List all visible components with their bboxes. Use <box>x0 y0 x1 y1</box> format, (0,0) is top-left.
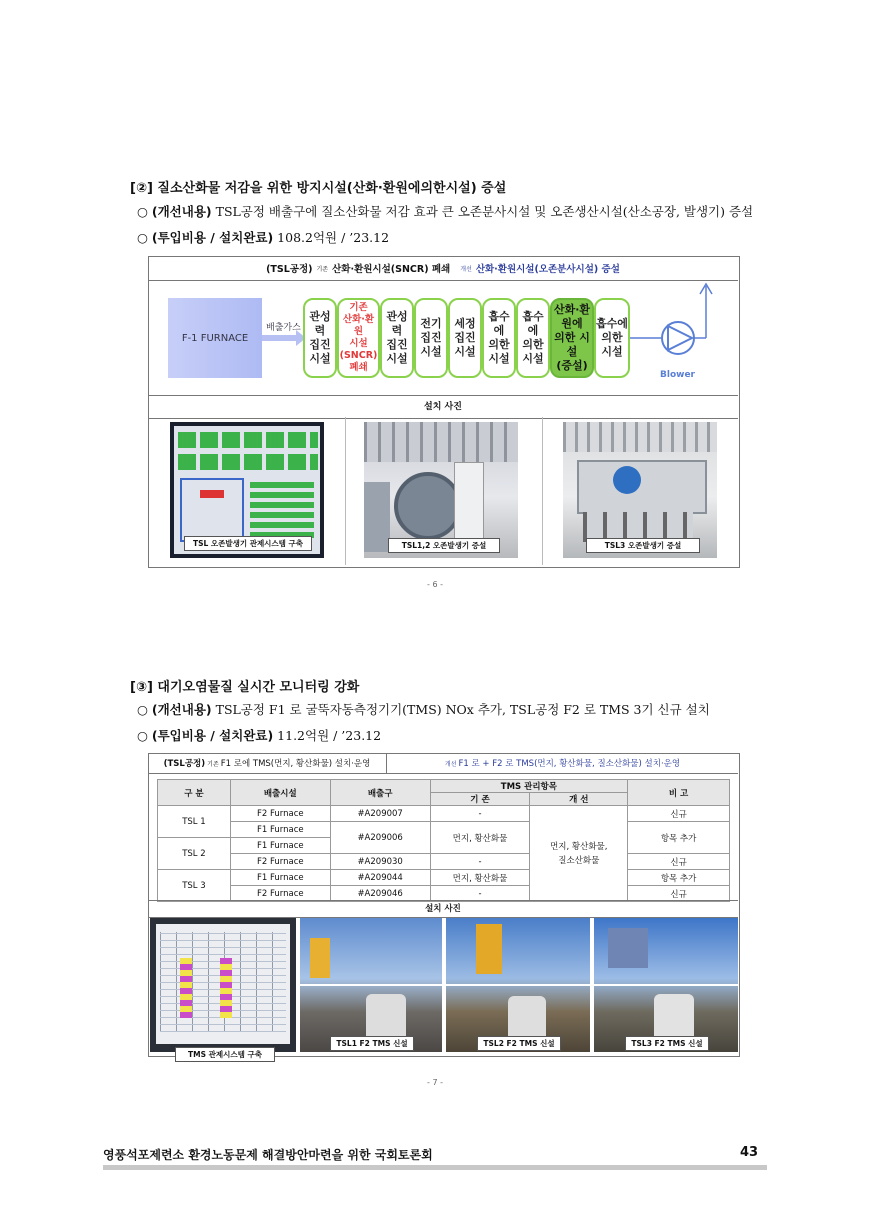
diagram-head-mid: 산화·환원시설(SNCR) 폐쇄 <box>332 264 451 275</box>
group-cell: TSL 2 <box>158 838 231 870</box>
col-gubun: 구 분 <box>158 780 231 806</box>
section-2-heading: [②] 질소산화물 저감을 위한 방지시설(산화·환원에의한시설) 증설 <box>130 181 507 196</box>
tms-photo-header: 설치 사진 <box>148 900 738 918</box>
gas-arrow-icon <box>262 330 306 346</box>
outlet-cell: #A209030 <box>330 854 430 870</box>
photo-divider <box>542 417 543 565</box>
tms-head-left: (TSL공정) <box>163 759 206 769</box>
note-cell: 신규 <box>628 854 730 870</box>
furnace-block <box>168 298 262 378</box>
tms-table <box>157 779 730 902</box>
tms-head-mid: F1 로에 TMS(먼지, 황산화물) 설치·운영 <box>220 759 371 769</box>
diagram-head-sup-improved: 개선 <box>460 265 472 273</box>
footer-title: 영풍석포제련소 환경노동문제 해결방안마련을 위한 국회토론회 <box>103 1148 433 1162</box>
section-2-bullet-2: ○ (투입비용 / 설치완료) 108.2억원 / ’23.12 <box>137 230 390 245</box>
tms-head-sup-improved: 개선 <box>444 760 457 768</box>
photo-header: 설치 사진 <box>148 395 738 419</box>
facility-cell: F1 Furnace <box>230 822 330 838</box>
bullet-text: 108.2억원 / ’23.12 <box>277 230 390 245</box>
table-row <box>158 870 730 886</box>
photo-caption: TSL3 F2 TMS 신설 <box>625 1036 709 1051</box>
process-step-1: 관성력 집진시설 <box>303 298 337 378</box>
existing-cell: 먼지, 황산화물 <box>430 870 530 886</box>
tms-control-screen-photo <box>150 918 296 1052</box>
diagram-head-right: 산화·환원시설(오존분사시설) 증설 <box>475 264 620 275</box>
photo-caption: TSL3 오존발생기 증설 <box>586 538 700 553</box>
photo-caption: TMS 관제시스템 구축 <box>175 1047 275 1062</box>
section-2-bullet-1: ○ (개선내용) TSL공정 배출구에 질소산화물 저감 효과 큰 오존분사시설 및 오존생산시설(산소공장, 발생기) 증설 <box>137 204 754 219</box>
process-step-5: 세정 집진시설 <box>448 298 482 378</box>
bullet-text: 11.2억원 / ’23.12 <box>277 728 382 743</box>
section-3-bullet-1: ○ (개선내용) TSL공정 F1 로 굴뚝자동측정기기(TMS) NOx 추가, TSL공정 F2 로 TMS 3기 신규 설치 <box>137 702 710 717</box>
outlet-cell: #A209046 <box>330 886 430 902</box>
bullet-label: (투입비용 / 설치완료) <box>151 230 274 245</box>
diagram-header <box>148 256 738 281</box>
note-cell: 신규 <box>628 886 730 902</box>
tsl3-tms-photo <box>594 918 738 1052</box>
col-tms: TMS 관리항목 <box>430 780 628 793</box>
facility-cell: F1 Furnace <box>230 870 330 886</box>
outlet-cell: #A209006 <box>330 822 430 854</box>
photo-caption: TSL 오존발생기 관제시스템 구축 <box>184 536 312 551</box>
page-number: - 7 - <box>427 1078 443 1087</box>
col-note: 비 고 <box>628 780 730 806</box>
process-step-4: 전기 집진시설 <box>414 298 448 378</box>
note-cell: 항목 추가 <box>628 822 730 854</box>
process-step-9: 흡수에 의한 시설 <box>594 298 630 378</box>
photo-caption: TSL1 F2 TMS 신설 <box>330 1036 414 1051</box>
tms-head-existing <box>148 753 387 774</box>
tsl2-tms-photo <box>446 918 590 1052</box>
bullet-label: (개선내용) <box>151 702 212 717</box>
bullet-label: (투입비용 / 설치완료) <box>151 728 274 743</box>
process-step-7: 흡수에 의한 시설 <box>516 298 550 378</box>
bullet-text: TSL공정 F1 로 굴뚝자동측정기기(TMS) NOx 추가, TSL공정 F2 로 TMS 3기 신규 설치 <box>215 702 710 717</box>
diagram-head-sup-existing: 기존 <box>316 265 329 273</box>
process-step-6: 흡수에 의한 시설 <box>482 298 516 378</box>
existing-cell: - <box>430 806 530 822</box>
furnace-label: F-1 FURNACE <box>181 332 249 344</box>
note-cell: 항목 추가 <box>628 870 730 886</box>
photo-caption: TSL1,2 오존발생기 증설 <box>388 538 500 553</box>
process-step-3: 관성력 집진시설 <box>380 298 414 378</box>
table-header-row <box>158 780 730 793</box>
outlet-cell: #A209044 <box>330 870 430 886</box>
note-cell: 신규 <box>628 806 730 822</box>
group-cell: TSL 3 <box>158 870 231 902</box>
bullet-label: (개선내용) <box>151 204 212 219</box>
existing-cell: 먼지, 황산화물 <box>430 822 530 854</box>
footer-page-number: 43 <box>740 1145 759 1160</box>
existing-cell: - <box>430 854 530 870</box>
photo-caption: TSL2 F2 TMS 신설 <box>477 1036 561 1051</box>
tms-head-sup-existing: 기존 <box>207 760 219 768</box>
footer-bar <box>103 1165 767 1170</box>
section-3-heading: [③] 대기오염물질 실시간 모니터링 강화 <box>130 680 360 695</box>
outlet-cell: #A209007 <box>330 806 430 822</box>
table-row <box>158 854 730 870</box>
col-outlet: 배출구 <box>330 780 430 806</box>
facility-cell: F2 Furnace <box>230 806 330 822</box>
section-3-bullet-2: ○ (투입비용 / 설치완료) 11.2억원 / ’23.12 <box>137 728 382 743</box>
col-existing: 기 존 <box>430 793 530 806</box>
group-cell: TSL 1 <box>158 806 231 838</box>
photo-divider <box>345 417 346 565</box>
col-facility: 배출시설 <box>230 780 330 806</box>
tsl1-tms-photo <box>300 918 442 1052</box>
tms-head-improved <box>387 753 738 774</box>
gas-label: 배출가스 <box>266 323 301 333</box>
tms-head-right: F1 로 + F2 로 TMS(먼지, 황산화물, 질소산화물) 설치·운영 <box>458 759 681 769</box>
process-step-8-added: 산화·환원에 의한 시설 (증설) <box>550 298 594 378</box>
facility-cell: F2 Furnace <box>230 854 330 870</box>
col-improved: 개 선 <box>530 793 628 806</box>
facility-cell: F2 Furnace <box>230 886 330 902</box>
table-row <box>158 806 730 822</box>
existing-cell: - <box>430 886 530 902</box>
diagram-head-left: (TSL공정) <box>266 264 313 275</box>
facility-cell: F1 Furnace <box>230 838 330 854</box>
table-row <box>158 822 730 838</box>
improved-cell: 먼지, 황산화물, 질소산화물 <box>530 806 628 902</box>
page-number: - 6 - <box>427 580 443 589</box>
bullet-text: TSL공정 배출구에 질소산화물 저감 효과 큰 오존분사시설 및 오존생산시설(산소공장, 발생기) 증설 <box>215 204 754 219</box>
blower-label: Blower <box>660 370 695 380</box>
process-step-2-removed: 기존 산화·환원 시설 (SNCR) 폐쇄 <box>337 298 380 378</box>
